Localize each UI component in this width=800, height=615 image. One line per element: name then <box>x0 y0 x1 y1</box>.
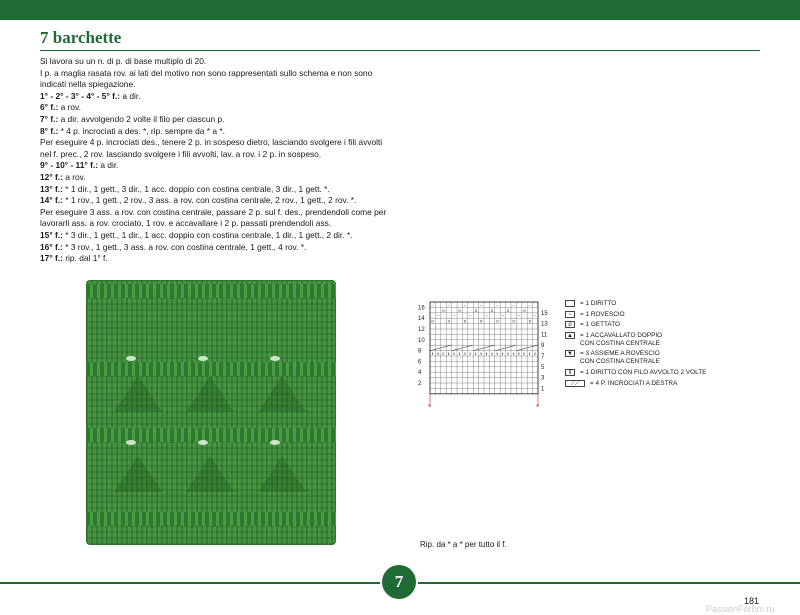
stitch-symbol: o <box>496 318 499 324</box>
row-label: 16° f.: <box>40 241 63 252</box>
row-text: * 1 dir., 1 gett., 3 dir., 1 acc. doppio con costina centrale, 3 dir., 1 gett. *. <box>62 183 330 194</box>
legend-symbol-icon: ⟋⟋ <box>565 380 585 387</box>
legend-label: = 1 DIRITTO <box>580 300 617 307</box>
legend-item <box>565 369 706 377</box>
stitch-symbol: o <box>523 307 526 313</box>
stitch-symbol: ‖ <box>458 351 461 356</box>
row-number-left: 10 <box>418 337 425 344</box>
stitch-symbol: ‖ <box>485 351 488 356</box>
swatch-garter-band <box>86 284 336 298</box>
swatch-leaf <box>114 456 162 492</box>
legend-label: = 1 GETTATO <box>580 321 620 329</box>
stitch-symbol: o <box>528 318 531 324</box>
legend-symbol-icon: ‖ <box>565 369 575 376</box>
row-number-left: 14 <box>418 316 425 323</box>
stitch-symbol: ‖ <box>480 351 482 356</box>
stitch-symbol: − <box>480 302 483 308</box>
stitch-symbol: ‖ <box>453 351 455 356</box>
row-number-right: 5 <box>541 364 545 371</box>
swatch-eyelet <box>270 440 280 445</box>
row-label: 1° - 2° - 3° - 4° - 5° f.: <box>40 90 121 101</box>
row-number-left: 6 <box>418 359 422 366</box>
chart-legend <box>565 300 706 390</box>
knitting-chart <box>416 300 552 410</box>
instruction-line <box>40 195 390 207</box>
stitch-symbol: − <box>447 302 451 308</box>
instruction-line <box>40 253 390 265</box>
stitch-symbol: − <box>496 302 499 308</box>
row-label: 13° f.: <box>40 183 63 194</box>
row-text: a rov. <box>62 171 86 182</box>
row-number-right: 3 <box>541 375 545 382</box>
instruction-line <box>40 126 390 138</box>
stitch-symbol: ‖ <box>469 351 472 356</box>
stitch-symbol: o <box>507 307 510 313</box>
instruction-line <box>40 207 390 230</box>
legend-label: = 1 ROVESCIO <box>580 310 625 318</box>
stitch-symbol: ‖ <box>447 351 450 356</box>
legend-item <box>565 350 706 366</box>
legend-item <box>565 380 706 388</box>
instruction-line <box>40 184 390 196</box>
row-text: a dir. <box>120 90 141 101</box>
legend-symbol-icon: − <box>565 311 575 318</box>
stitch-symbol: ‖ <box>507 351 509 356</box>
row-label: 9° - 10° - 11° f.: <box>40 160 98 171</box>
legend-symbol-icon <box>565 300 575 307</box>
legend-item <box>565 311 706 319</box>
stitch-symbol: ‖ <box>437 351 439 356</box>
row-number-right: 13 <box>541 321 548 328</box>
row-text: * 3 rov., 1 gett., 3 ass. a rov. con costina centrale, 1 gett., 4 rov. *. <box>62 241 307 252</box>
row-label: 8° f.: <box>40 125 59 136</box>
swatch-eyelet <box>126 440 136 445</box>
row-text: a rov. <box>58 102 81 113</box>
stitch-symbol: o <box>463 318 467 324</box>
stitch-symbol: o <box>490 307 494 313</box>
row-label: 15° f.: <box>40 229 63 240</box>
stitch-symbol: − <box>436 313 440 319</box>
swatch-leaf <box>114 376 162 412</box>
row-number-right: 9 <box>541 343 545 350</box>
stitch-symbol: o <box>474 307 477 313</box>
swatch-garter-band <box>86 428 336 442</box>
legend-label: = 1 ACCAVALLATO DOPPIO CON COSTINA CENTRALE <box>580 331 663 347</box>
row-text: * 4 p. incrociati a des. *, rip. sempre da * a *. <box>58 125 225 136</box>
instructions <box>40 56 390 265</box>
repeat-star: * <box>536 402 540 410</box>
stitch-symbol: − <box>431 302 434 308</box>
row-text: rip. dal 1° f. <box>62 253 108 264</box>
legend-symbol-icon: ▼ <box>565 350 575 357</box>
stitch-symbol: o <box>447 318 450 324</box>
row-number-right: 11 <box>541 332 548 339</box>
row-label: 17° f.: <box>40 253 63 264</box>
stitch-symbol: ‖ <box>496 351 499 356</box>
stitch-symbol: ‖ <box>474 351 477 356</box>
instruction-line <box>40 137 390 160</box>
swatch-eyelet <box>126 356 136 361</box>
stitch-symbol: − <box>528 302 532 308</box>
stitch-symbol: ‖ <box>523 351 526 356</box>
stitch-symbol: ‖ <box>528 351 531 356</box>
page-number: 181 <box>744 596 760 606</box>
stitch-symbol: o <box>512 318 515 324</box>
row-label: 14° f.: <box>40 195 63 206</box>
stitch-symbol: − <box>517 313 521 319</box>
stitch-symbol: ‖ <box>534 351 536 356</box>
legend-item <box>565 300 706 308</box>
row-number-left: 2 <box>418 381 422 387</box>
stitch-symbol: − <box>534 313 537 319</box>
swatch-leaf <box>186 376 234 412</box>
stitch-symbol: ‖ <box>464 351 466 356</box>
stitch-symbol: − <box>501 313 505 319</box>
legend-label: = 3 ASSIEME A ROVESCIO CON COSTINA CENTRALE <box>580 350 660 366</box>
stitch-symbol: ‖ <box>512 351 515 356</box>
row-number-right: 7 <box>541 354 545 360</box>
swatch-eyelet <box>270 356 280 361</box>
swatch-leaf <box>186 456 234 492</box>
row-text: I p. a maglia rasata rov. ai lati del motivo non sono rappresentati sullo schema e non sono indicati nella spiegazione. <box>40 67 373 90</box>
row-number-right: 15 <box>541 310 548 317</box>
legend-item <box>565 332 706 348</box>
instruction-line <box>40 102 390 114</box>
stitch-symbol: ‖ <box>491 351 493 356</box>
repeat-star: * <box>428 402 432 410</box>
stitch-symbol: ‖ <box>501 351 504 356</box>
row-number-left: 16 <box>418 305 425 312</box>
swatch-garter-band <box>86 512 336 526</box>
knitted-swatch-photo <box>86 280 336 545</box>
swatch-leaf <box>258 376 306 412</box>
legend-item <box>565 321 706 329</box>
swatch-eyelet <box>198 440 208 445</box>
instruction-line <box>40 68 390 91</box>
row-text: Si lavora su un n. di p. di base multiplo di 20. <box>40 56 207 66</box>
instruction-line <box>40 160 390 172</box>
stitch-symbol: ‖ <box>442 351 445 356</box>
stitch-symbol: ‖ <box>431 351 434 356</box>
stitch-symbol: − <box>453 313 456 319</box>
stitch-symbol: − <box>485 313 488 319</box>
legend-symbol-icon: o <box>565 321 575 328</box>
page-title: 7 barchette <box>40 28 122 47</box>
instruction-line <box>40 242 390 254</box>
chapter-badge: 7 <box>382 565 416 599</box>
title-divider <box>40 50 760 51</box>
instruction-line <box>40 91 390 103</box>
legend-symbol-icon: ▲ <box>565 332 575 339</box>
stitch-symbol: o <box>458 307 461 313</box>
instruction-line <box>40 114 390 126</box>
swatch-garter-band <box>86 362 336 376</box>
stitch-symbol: ‖ <box>518 351 520 356</box>
repeat-note: Rip. da * a * per tutto il f. <box>420 540 507 549</box>
stitch-symbol: o <box>431 318 434 324</box>
watermark: PassionForum.ru <box>706 604 775 614</box>
row-text: Per eseguire 3 ass. a rov. con costina centrale, passare 2 p. sul f. des., prendendoli come per lavorarli ass. a rov. crociato, 1 rov. e accavallare i 2 p. passati prendendoli ass. <box>40 206 387 229</box>
row-text: Per eseguire 4 p. incrociati des., tenere 2 p. in sospeso dietro, lasciando svolgere i fili avvolti nel f. prec., 2 rov. lasciando svolgere i fili avvolti, lav. a rov. i 2 p. in sospeso. <box>40 137 383 159</box>
row-number-right: 1 <box>541 386 545 393</box>
stitch-symbol: o <box>442 307 445 313</box>
stitch-symbol: o <box>480 318 483 324</box>
row-text: * 1 rov., 1 gett., 2 rov., 3 ass. a rov. con costina centrale, 2 rov., 1 gett., 2 rov. *. <box>62 195 357 206</box>
row-label: 7° f.: <box>40 113 59 124</box>
top-banner <box>0 0 800 20</box>
row-number-left: 4 <box>418 370 422 377</box>
row-text: * 3 dir., 1 gett., 1 dir., 1 acc. doppio con costina centrale, 1 dir., 1 gett., 2 dir. *. <box>62 229 353 240</box>
instruction-line <box>40 230 390 242</box>
row-text: a dir. <box>98 160 119 171</box>
swatch-eyelet <box>198 356 208 361</box>
row-number-left: 12 <box>418 327 425 333</box>
stitch-symbol: − <box>512 302 515 308</box>
row-label: 6° f.: <box>40 102 59 113</box>
stitch-symbol: − <box>463 302 467 308</box>
row-label: 12° f.: <box>40 171 63 182</box>
row-number-left: 8 <box>418 348 422 355</box>
instruction-line <box>40 172 390 184</box>
stitch-symbol: − <box>469 313 472 319</box>
instruction-line <box>40 56 390 68</box>
legend-label: = 4 P. INCROCIATI A DESTRA <box>590 379 678 387</box>
swatch-leaf <box>258 456 306 492</box>
row-text: a dir. avvolgendo 2 volte il filo per ciascun p. <box>58 113 225 124</box>
legend-label: = 1 DIRITTO CON FILO AVVOLTO 2 VOLTE <box>580 368 707 376</box>
